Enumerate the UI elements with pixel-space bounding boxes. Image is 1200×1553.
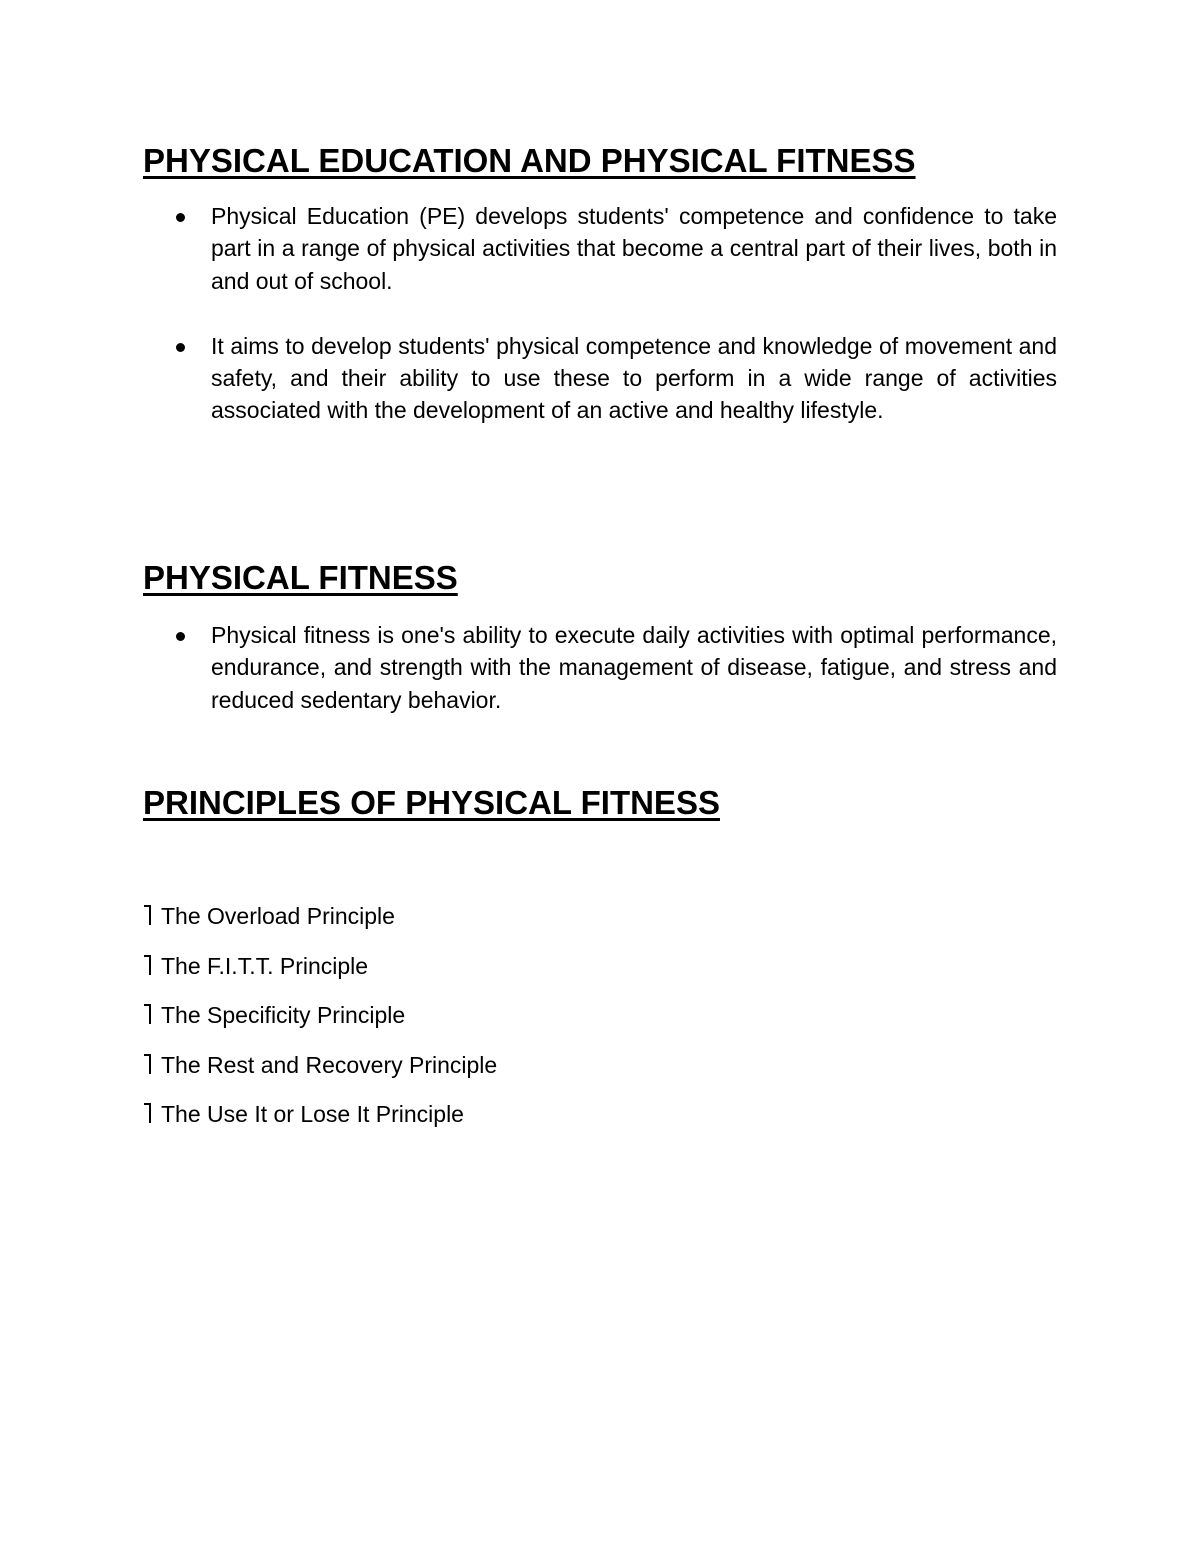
principle-item bbox=[0, 1046, 1200, 1096]
bullet-text: It aims to develop students' physical competence and knowledge of movement and safety, and their ability to use these to perform in a wide range of activities associated with the development of an active and healthy lifestyle. bbox=[211, 332, 1057, 424]
bracket-bullet-icon bbox=[144, 905, 151, 925]
bullet-text: Physical fitness is one's ability to execute daily activities with optimal performance, endurance, and strength with the management of disease, fatigue, and stress and reduced sedentary behavior. bbox=[211, 622, 1057, 713]
bullet-item bbox=[0, 619, 1200, 716]
bullet-item bbox=[0, 330, 1200, 427]
section-heading-physical-fitness: PHYSICAL FITNESS bbox=[143, 559, 458, 596]
principle-text: The Rest and Recovery Principle bbox=[161, 1051, 498, 1078]
bullet-dot-icon bbox=[176, 343, 185, 352]
bracket-bullet-icon bbox=[144, 1004, 151, 1024]
bullet-dot-icon bbox=[176, 213, 185, 222]
principle-text: The Overload Principle bbox=[161, 903, 395, 929]
bracket-bullet-icon bbox=[144, 1103, 151, 1123]
bracket-bullet-icon bbox=[144, 1054, 151, 1074]
principle-item bbox=[0, 897, 1200, 947]
bullet-text: Physical Education (PE) develops students' competence and confidence to take part in a range of physical activities that become a central part of their lives, both in and out of school. bbox=[211, 203, 1057, 294]
principle-item bbox=[0, 1095, 1200, 1145]
bullet-item bbox=[0, 200, 1200, 297]
principle-text: The F.I.T.T. Principle bbox=[161, 952, 369, 979]
bullet-list-fitness bbox=[0, 619, 1200, 716]
principle-text: The Use It or Lose It Principle bbox=[161, 1101, 464, 1128]
principle-text: The Specificity Principle bbox=[161, 1002, 406, 1029]
bullet-list-pe bbox=[0, 200, 1200, 427]
section-heading-pe-and-fitness: PHYSICAL EDUCATION AND PHYSICAL FITNESS bbox=[143, 142, 916, 179]
principle-item bbox=[0, 947, 1200, 997]
section-heading-principles: PRINCIPLES OF PHYSICAL FITNESS bbox=[143, 784, 720, 821]
principle-item bbox=[0, 996, 1200, 1046]
bullet-dot-icon bbox=[176, 632, 185, 641]
bracket-bullet-icon bbox=[144, 955, 151, 975]
principles-list bbox=[0, 897, 1200, 1145]
